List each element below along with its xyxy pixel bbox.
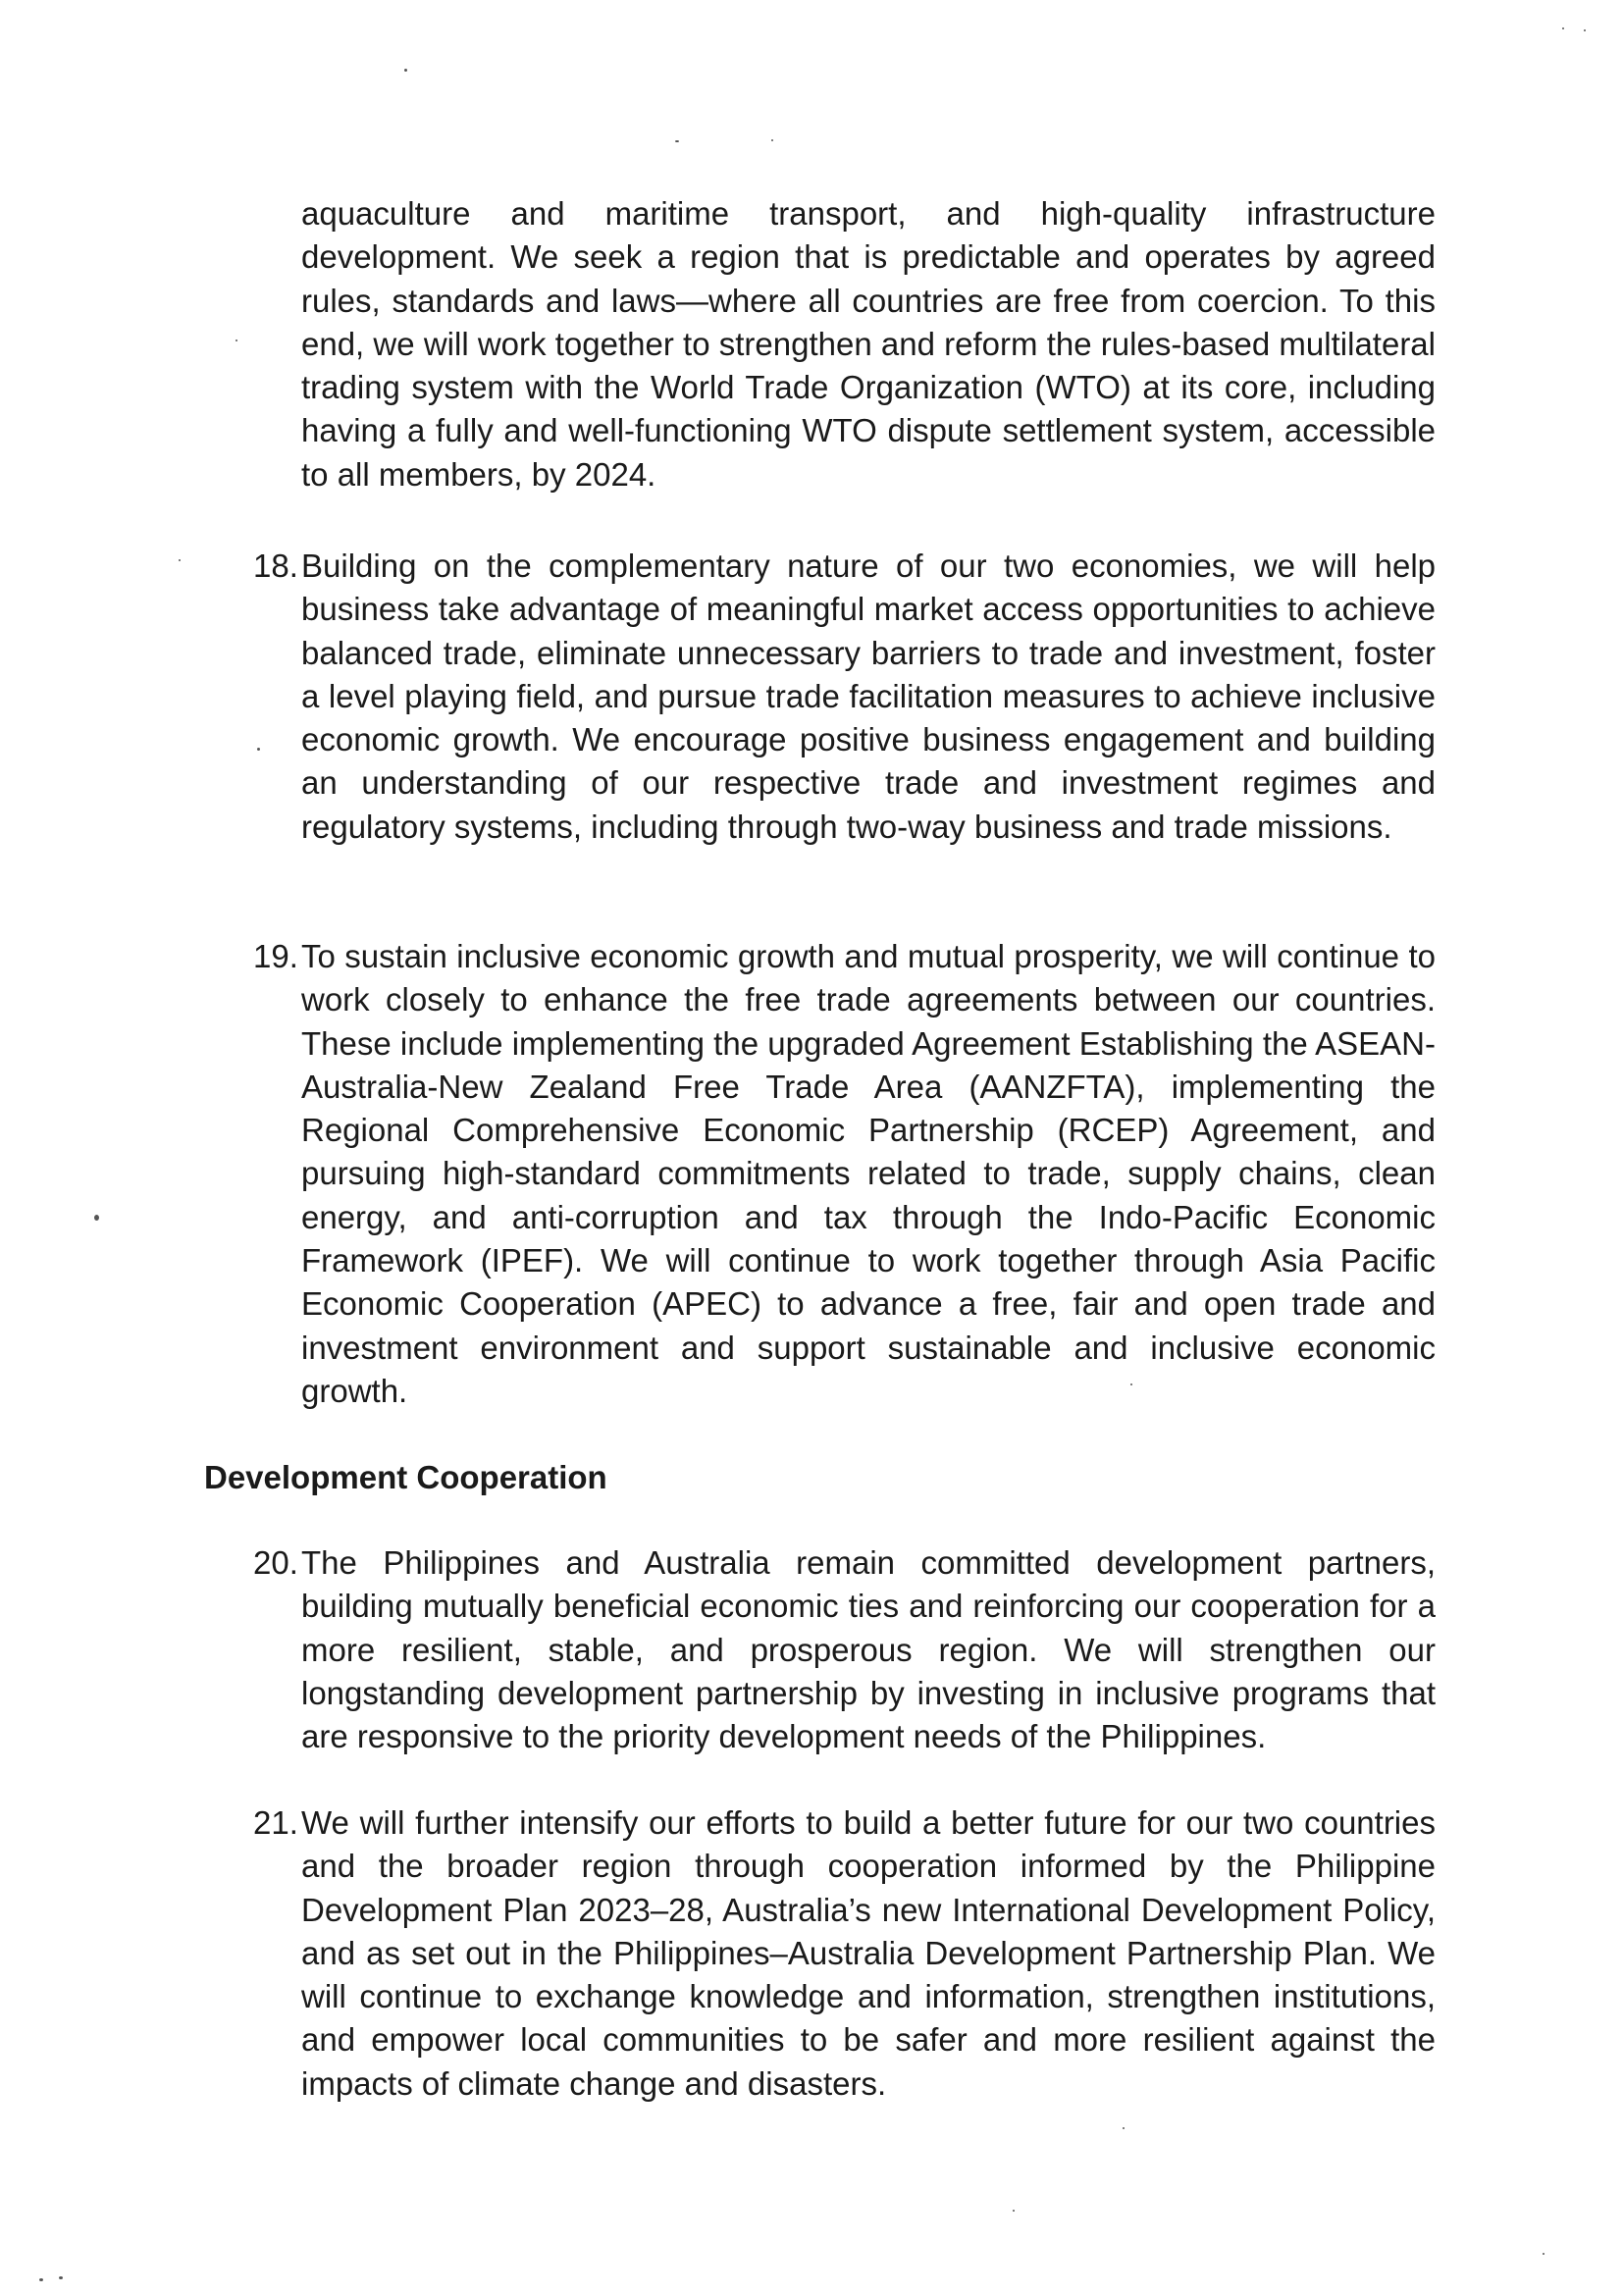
scan-speck [1013, 2210, 1015, 2212]
scan-speck [1562, 27, 1564, 29]
paragraph-text: We will further intensify our efforts to build a better future for our two countries and the broader region through cooperation informed by the Philippine Development Plan 2023–28, Australia’s new International Development Policy, and as set out in the Philippines–Australia Development Partnership Plan. We will continue to exchange knowledge and information, strengthen institutions, and empower local communities to be safer and more resilient against the impacts of climate change and disasters. [301, 1804, 1436, 2102]
paragraph-number: 20. [253, 1544, 298, 1581]
scan-speck [59, 2276, 63, 2279]
section-heading: Development Cooperation [204, 1459, 607, 1495]
paragraph-text: The Philippines and Australia remain committed development partners, building mutually beneficial economic ties and reinforcing our cooperation for a more resilient, stable, and prosperous region. We will strengthen our longstanding development partnership by investing in inclusive programs that are responsive to the priority development needs of the Philippines. [301, 1544, 1436, 1755]
paragraph-number: 21. [253, 1804, 298, 1841]
scan-speck [1584, 29, 1586, 31]
scan-speck [1543, 2253, 1544, 2255]
scan-speck [1123, 2127, 1125, 2129]
scan-speck [675, 140, 679, 142]
paragraph-text: To sustain inclusive economic growth and mutual prosperity, we will continue to work closely to enhance the free trade agreements between our countries. These include implementing the upgraded Agreement Establishing the ASEAN-Australia-New Zealand Free Trade Area (AANZFTA), implementing the Regional Comprehensive Economic Partnership (RCEP) Agreement, and pursuing high-standard commitments related to trade, supply chains, clean energy, and anti-corruption and tax through the Indo-Pacific Economic Framework (IPEF). We will continue to work together through Asia Pacific Economic Cooperation (APEC) to advance a free, fair and open trade and investment environment and support sustainable and inclusive economic growth. [301, 938, 1436, 1409]
scan-speck [771, 139, 773, 141]
scan-speck [257, 748, 260, 751]
scan-speck [236, 339, 237, 341]
paragraph-text: Building on the complementary nature of our two economies, we will help business take advantage of meaningful market access opportunities to achieve balanced trade, eliminate unnecessary barriers to trade and investment, foster a level playing field, and pursue trade facilitation measures to achieve inclusive economic growth. We encourage positive business engagement and building an understanding of our respective trade and investment regimes and regulatory systems, including through two-way business and trade missions. [301, 548, 1436, 845]
scan-speck [39, 2278, 43, 2281]
scan-speck [404, 69, 407, 72]
scan-speck [94, 1215, 99, 1221]
paragraph-number: 18. [253, 548, 298, 584]
paragraph-number: 19. [253, 938, 298, 974]
lead-paragraph: aquaculture and maritime transport, and high-quality infrastructure development. We seek a region that is predictable and operates by agreed rules, standards and laws—where all countries are free from coercion. To this end, we will work together to strengthen and reform the rules-based multilateral trading system with the World Trade Organization (WTO) at its core, including having a fully and well-functioning WTO dispute settlement system, accessible to all members, by 2024. [301, 195, 1436, 493]
scan-speck [1130, 1383, 1132, 1385]
scan-speck [179, 559, 181, 561]
